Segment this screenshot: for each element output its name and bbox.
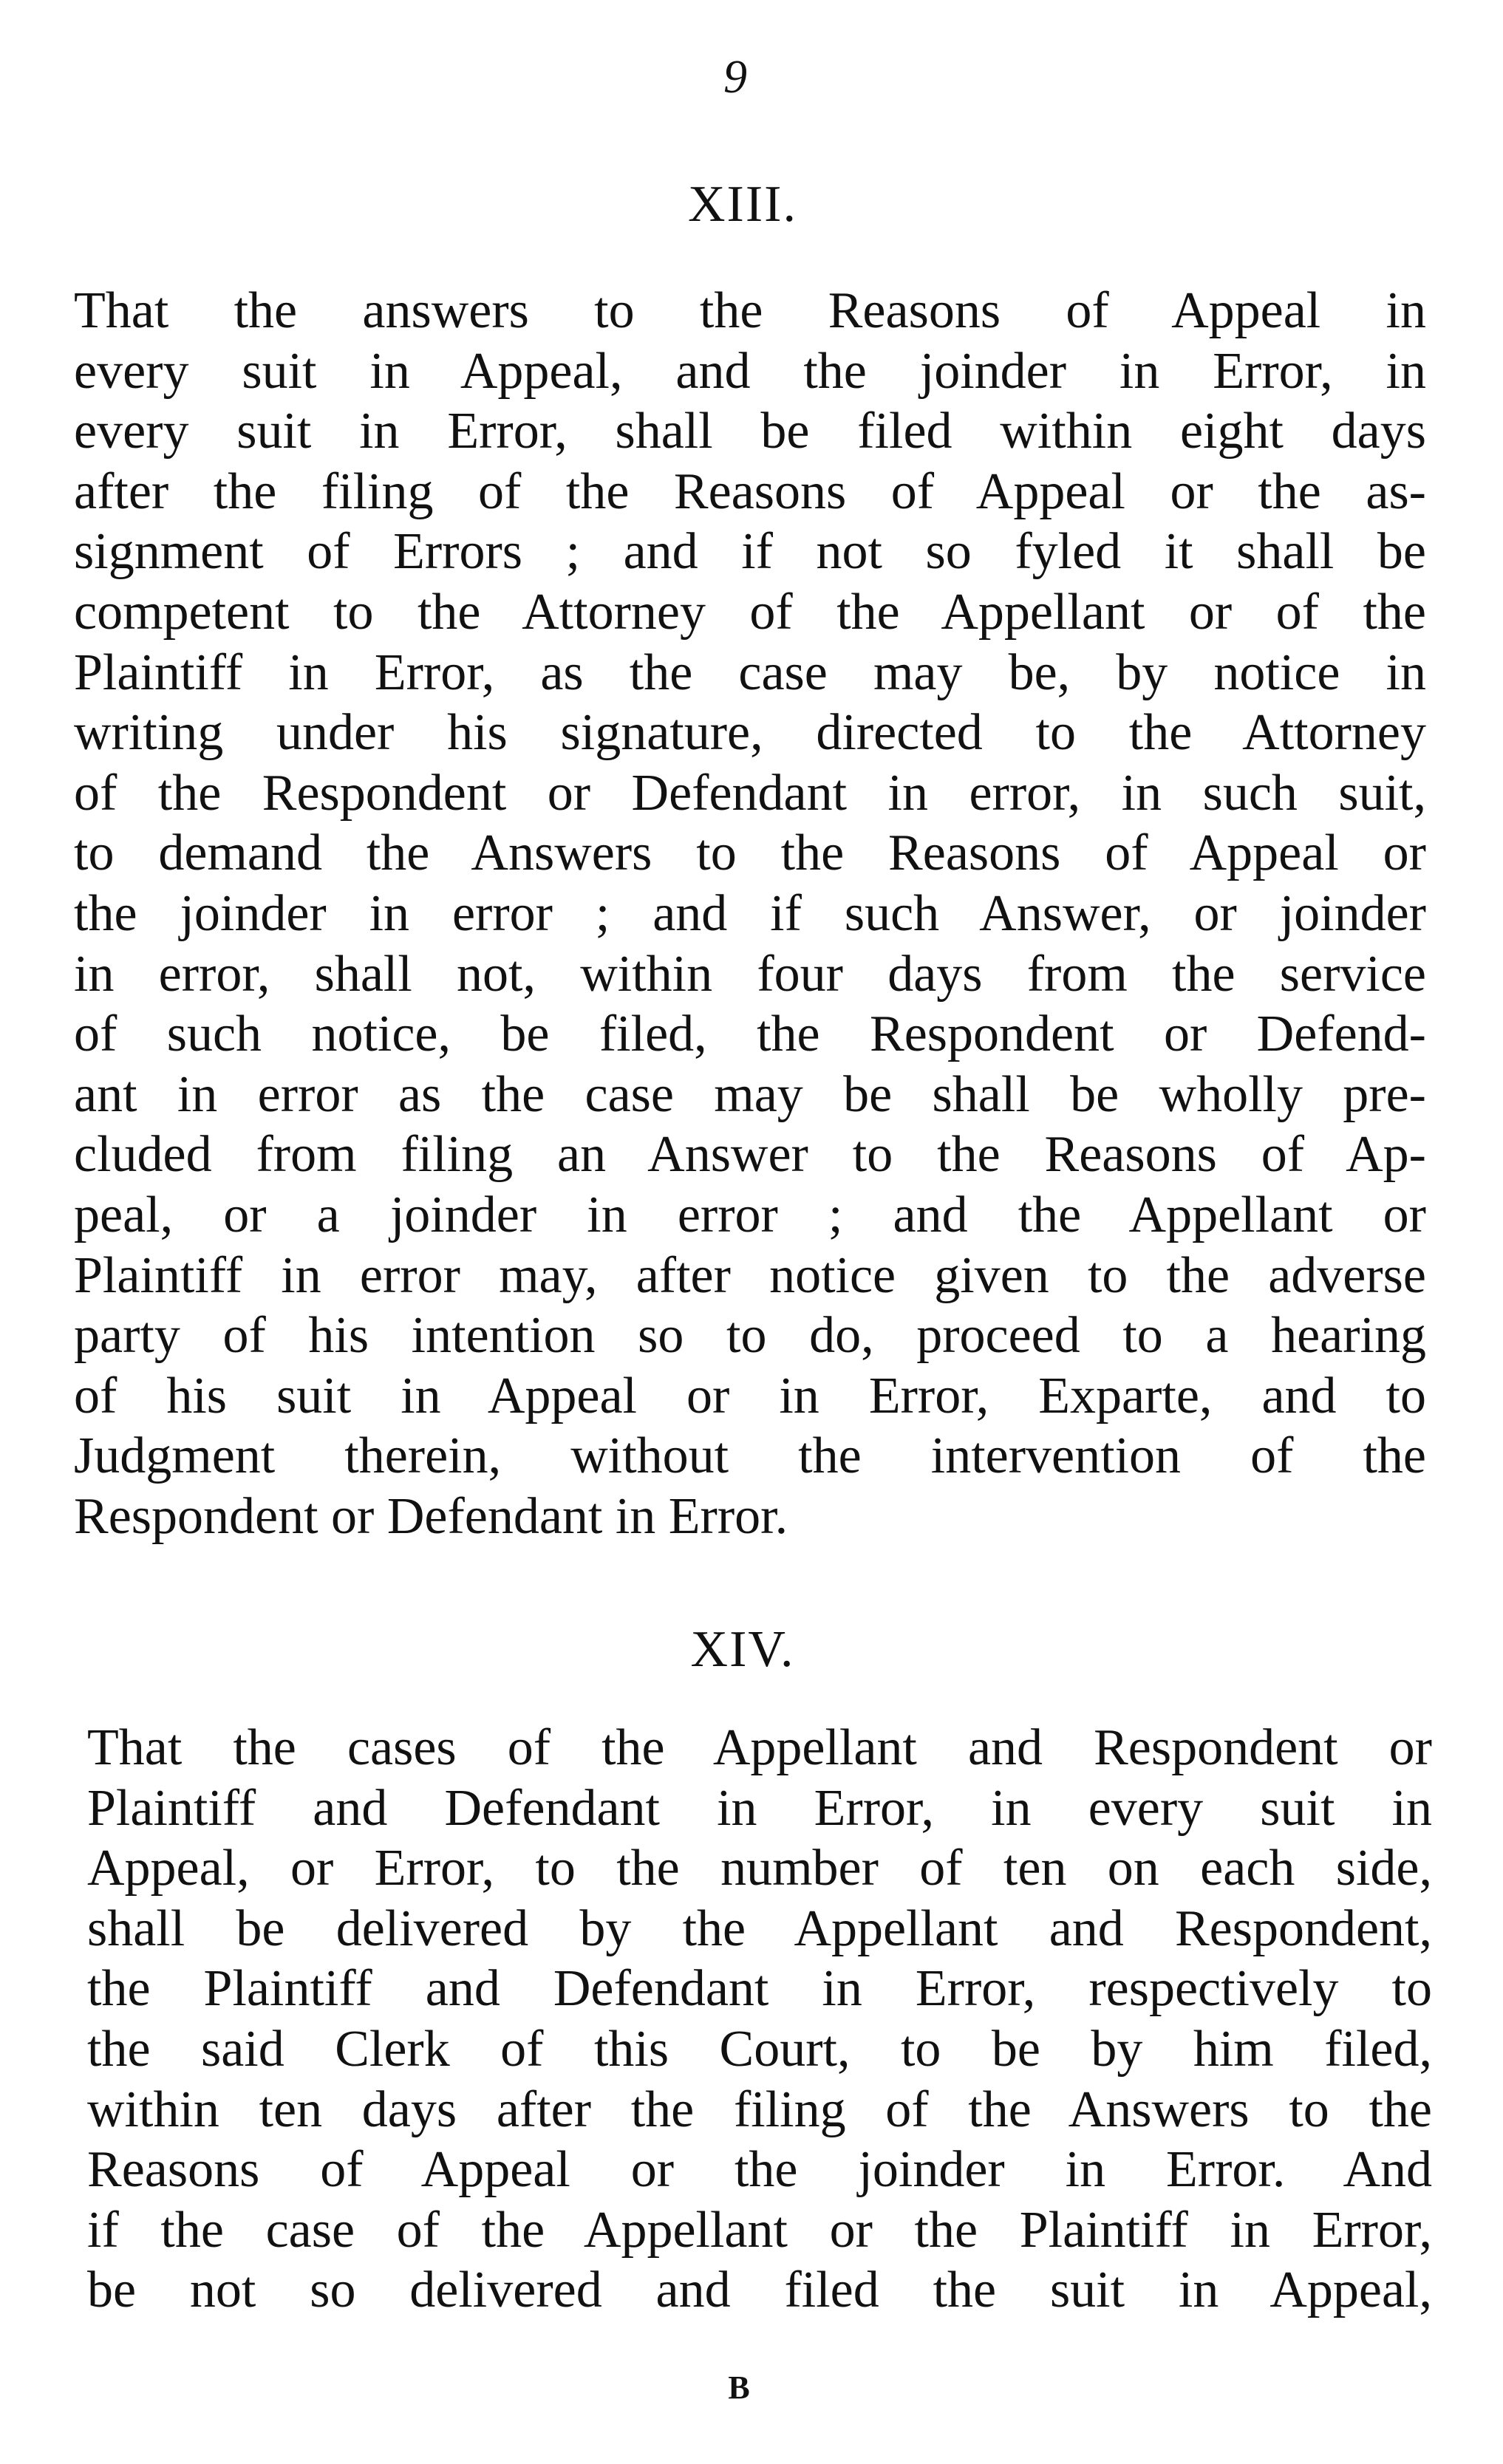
text-line: after the filing of the Reasons of Appeal or the as- bbox=[74, 463, 1426, 520]
text-line: every suit in Error, shall be filed within eight days bbox=[74, 403, 1426, 460]
text-line: writing under his signature, directed to the Attorney bbox=[74, 704, 1426, 762]
text-line: the Plaintiff and Defendant in Error, respectively to bbox=[87, 1960, 1432, 2018]
text-line: of his suit in Appeal or in Error, Exparte, and to bbox=[74, 1367, 1426, 1424]
text-line: That the cases of the Appellant and Respondent or bbox=[87, 1719, 1432, 1776]
text-line: of the Respondent or Defendant in error, in such suit, bbox=[74, 764, 1426, 822]
text-line: to demand the Answers to the Reasons of Appeal or bbox=[74, 825, 1426, 882]
text-line: party of his intention so to do, proceed to a hearing bbox=[74, 1307, 1426, 1365]
section-heading-xiii: XIII. bbox=[688, 176, 797, 233]
text-line: Plaintiff and Defendant in Error, in every suit in bbox=[87, 1779, 1432, 1837]
text-line: of such notice, be filed, the Respondent or Defend- bbox=[74, 1006, 1426, 1063]
signature-mark: B bbox=[728, 2369, 750, 2406]
text-line: Judgment therein, without the intervention of the bbox=[74, 1427, 1426, 1485]
text-line: Reasons of Appeal or the joinder in Error. And bbox=[87, 2141, 1432, 2199]
section-heading-xiv: XIV. bbox=[690, 1621, 795, 1678]
text-line: shall be delivered by the Appellant and Respondent, bbox=[87, 1900, 1432, 1957]
text-line: every suit in Appeal, and the joinder in Error, in bbox=[74, 342, 1426, 400]
text-line: the said Clerk of this Court, to be by him filed, bbox=[87, 2020, 1432, 2078]
text-line: Plaintiff in Error, as the case may be, by notice in bbox=[74, 644, 1426, 701]
text-line: peal, or a joinder in error ; and the Appellant or bbox=[74, 1186, 1426, 1243]
text-line: signment of Errors ; and if not so fyled it shall be bbox=[74, 523, 1426, 581]
text-line: cluded from filing an Answer to the Reasons of Ap- bbox=[74, 1126, 1426, 1184]
text-line: That the answers to the Reasons of Appeal in bbox=[74, 282, 1426, 339]
text-line: be not so delivered and filed the suit in Appeal, bbox=[87, 2262, 1432, 2319]
text-line: Respondent or Defendant in Error. bbox=[74, 1487, 788, 1545]
text-line: if the case of the Appellant or the Plaintiff in Error, bbox=[87, 2201, 1432, 2259]
text-line: within ten days after the filing of the Answers to the bbox=[87, 2081, 1432, 2138]
text-line: in error, shall not, within four days from the service bbox=[74, 945, 1426, 1003]
text-line: ant in error as the case may be shall be wholly pre- bbox=[74, 1065, 1426, 1123]
section-body-xiii bbox=[74, 281, 1426, 1546]
text-line: competent to the Attorney of the Appellant or of the bbox=[74, 583, 1426, 641]
text-line: Plaintiff in error may, after notice given to the adverse bbox=[74, 1246, 1426, 1304]
text-line: the joinder in error ; and if such Answer, or joinder bbox=[74, 884, 1426, 942]
section-body-xiv bbox=[87, 1718, 1432, 2321]
page-number: 9 bbox=[723, 50, 747, 103]
text-line: Appeal, or Error, to the number of ten on each side, bbox=[87, 1840, 1432, 1897]
